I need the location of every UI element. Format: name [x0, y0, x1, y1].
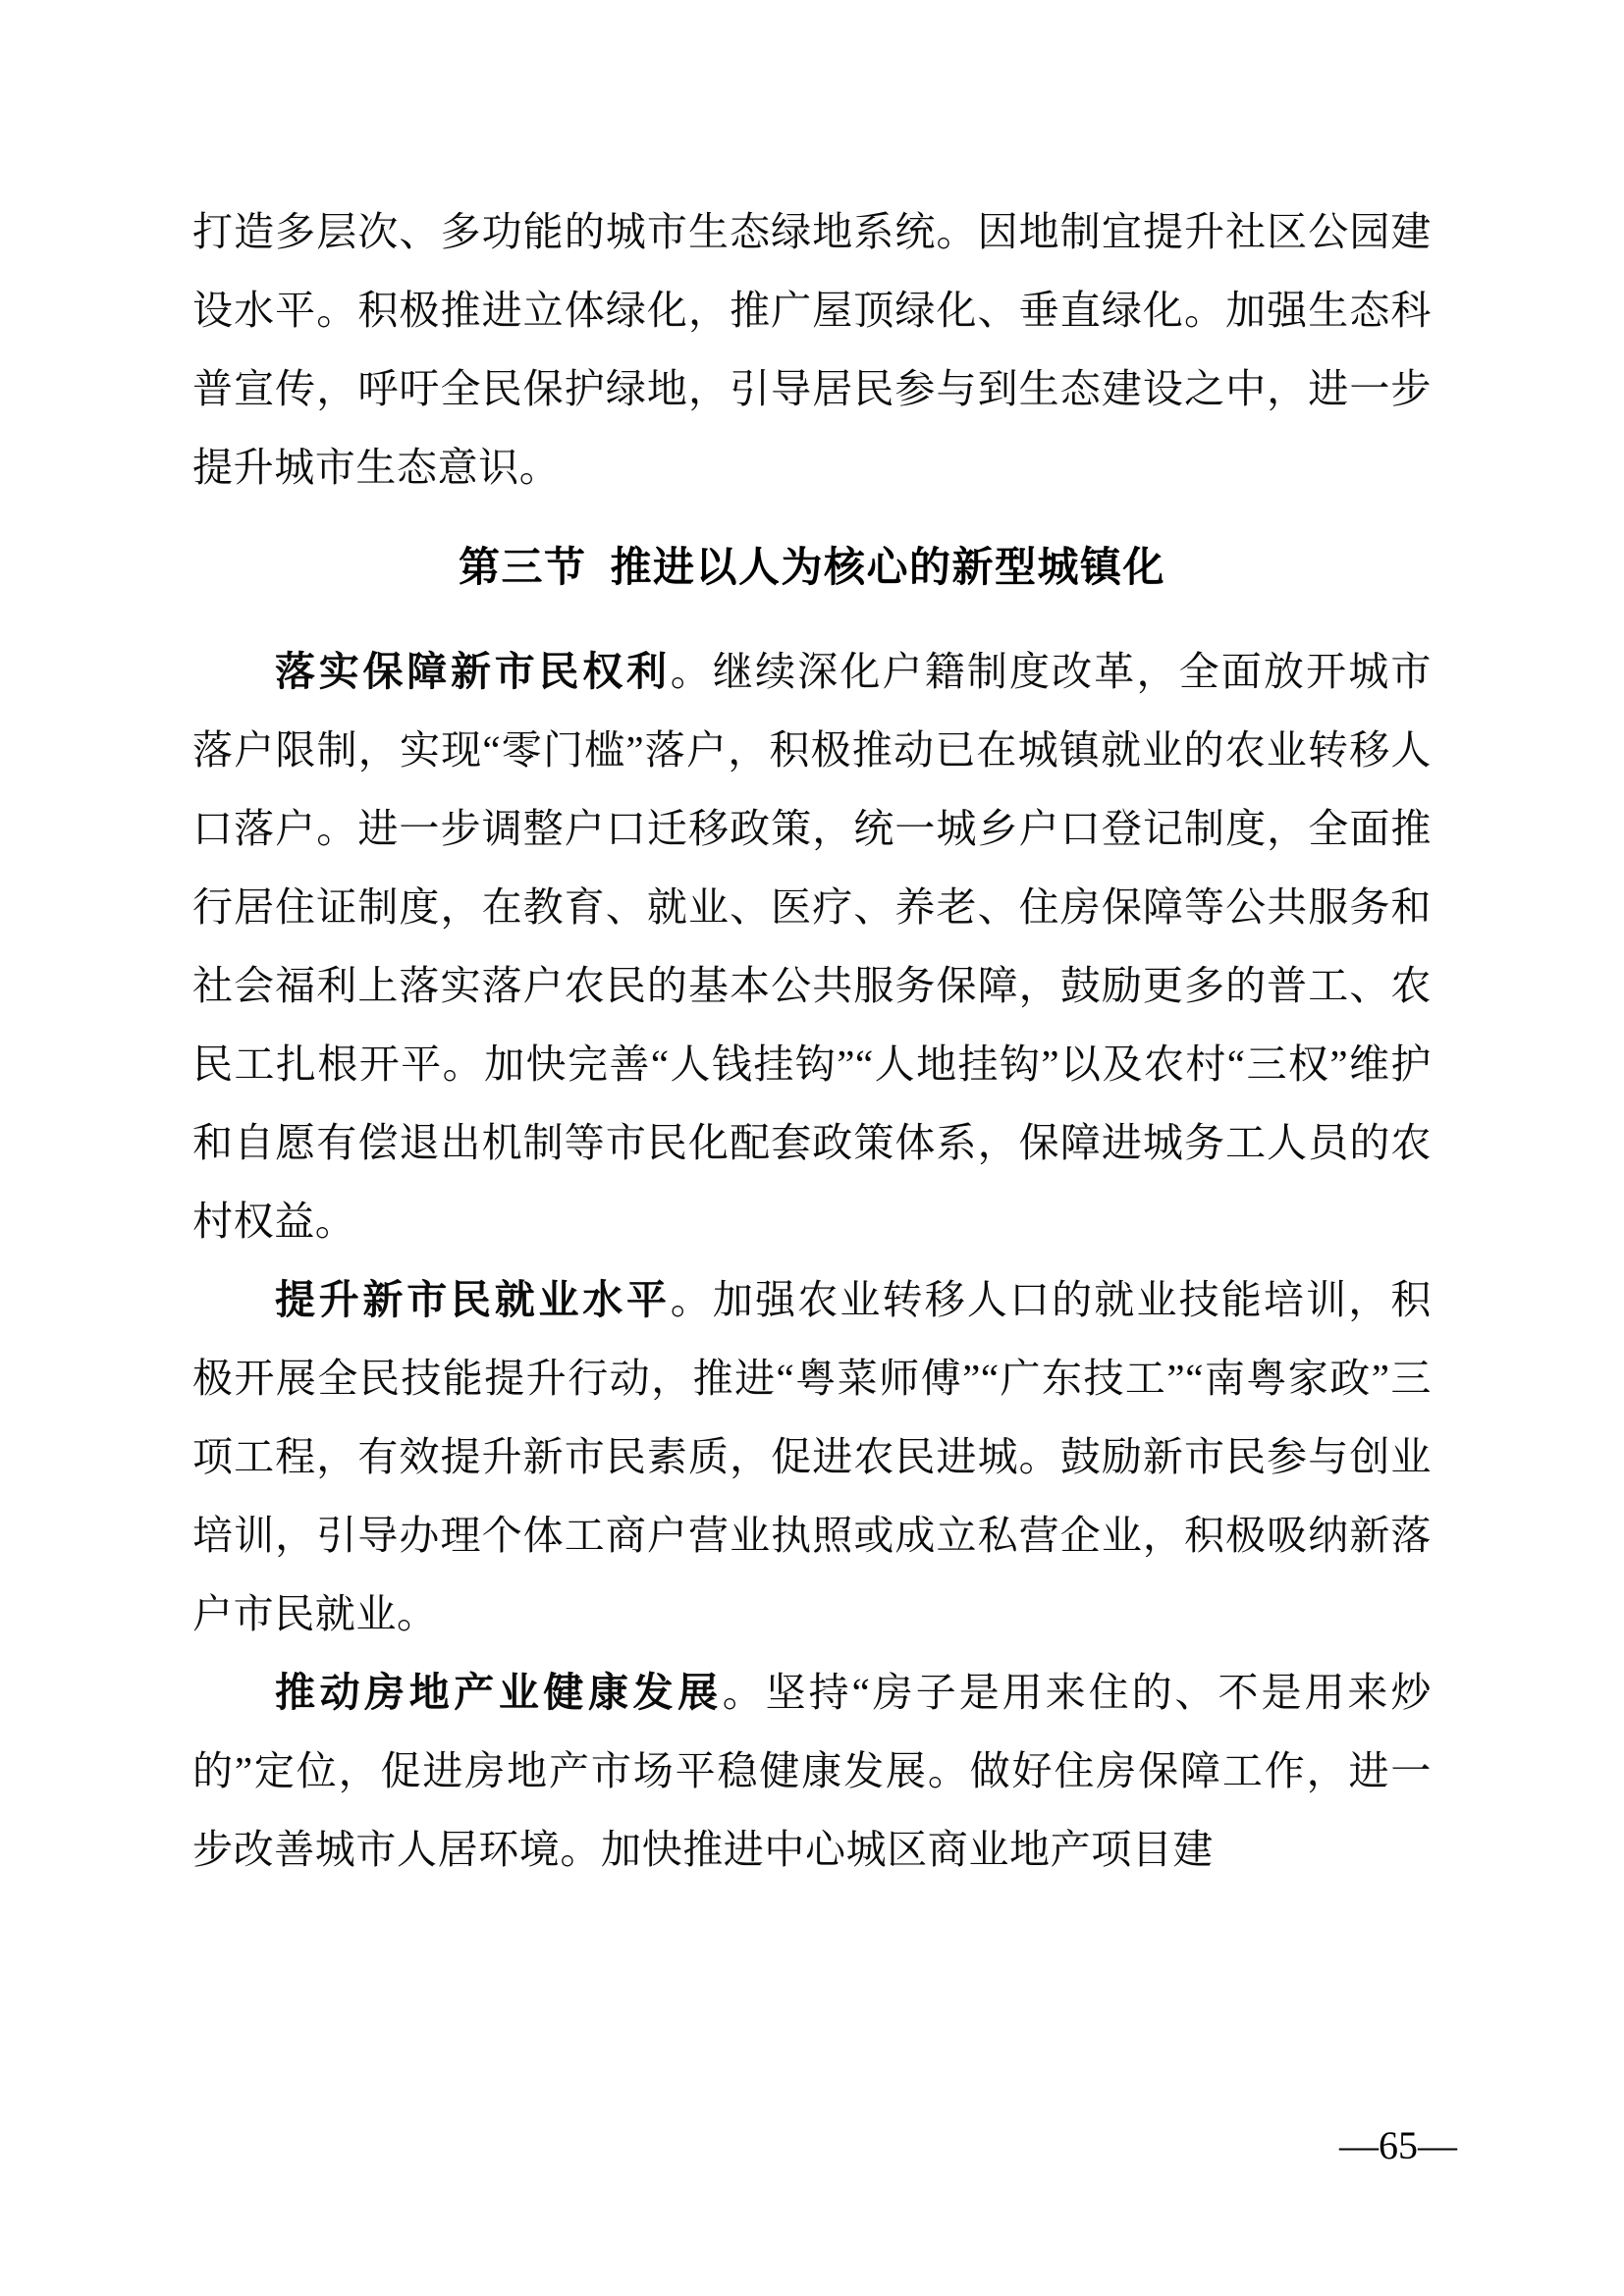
paragraph-text: 。继续深化户籍制度改革，全面放开城市落户限制，实现“零门槛”落户，积极推动已在城镇就业的农业转移人口落户。进一步调整户口迁移政策，统一城乡户口登记制度，全面推行居住证制度，在教育、就业、医疗、养老、住房保障等公共服务和社会福利上落实落户农民的基本公共服务保障，鼓励更多的普工、农民工扎根开平。加快完善“人钱挂钩”“人地挂钩”以及农村“三权”维护和自愿有偿退出机制等市民化配套政策体系，保障进城务工人员的农村权益。: [192, 649, 1432, 1244]
paragraph-text: 打造多层次、多功能的城市生态绿地系统。因地制宜提升社区公园建设水平。积极推进立体绿化，推广屋顶绿化、垂直绿化。加强生态科普宣传，呼吁全民保护绿地，引导居民参与到生态建设之中，进一步提升城市生态意识。: [192, 209, 1432, 490]
page-content: [192, 192, 1432, 1889]
paragraph-new-citizen-rights: [192, 632, 1432, 1260]
paragraph-real-estate: [192, 1653, 1432, 1889]
paragraph-lead-in: 提升新市民就业水平: [275, 1277, 671, 1322]
paragraph-ecology-greenspace: [192, 192, 1432, 507]
paragraph-text: 。坚持“房子是用来住的、不是用来炒的”定位，促进房地产市场平稳健康发展。做好住房保障工作，进一步改善城市人居环境。加快推进中心城区商业地产项目建: [192, 1670, 1433, 1872]
section-number: 第三节: [458, 544, 587, 590]
section-title: 推进以人为核心的新型城镇化: [610, 544, 1166, 590]
paragraph-new-citizen-employment: [192, 1260, 1432, 1653]
page-number: —65—: [1339, 2123, 1457, 2167]
paragraph-lead-in: 落实保障新市民权利: [275, 649, 671, 694]
paragraph-lead-in: 推动房地产业健康发展: [275, 1670, 723, 1715]
paragraph-text: 。加强农业转移人口的就业技能培训，积极开展全民技能提升行动，推进“粤菜师傅”“广东技工”“南粤家政”三项工程，有效提升新市民素质，促进农民进城。鼓励新市民参与创业培训，引导办理个体工商户营业执照或成立私营企业，积极吸纳新落户市民就业。: [192, 1277, 1432, 1636]
section-heading: [192, 528, 1432, 607]
